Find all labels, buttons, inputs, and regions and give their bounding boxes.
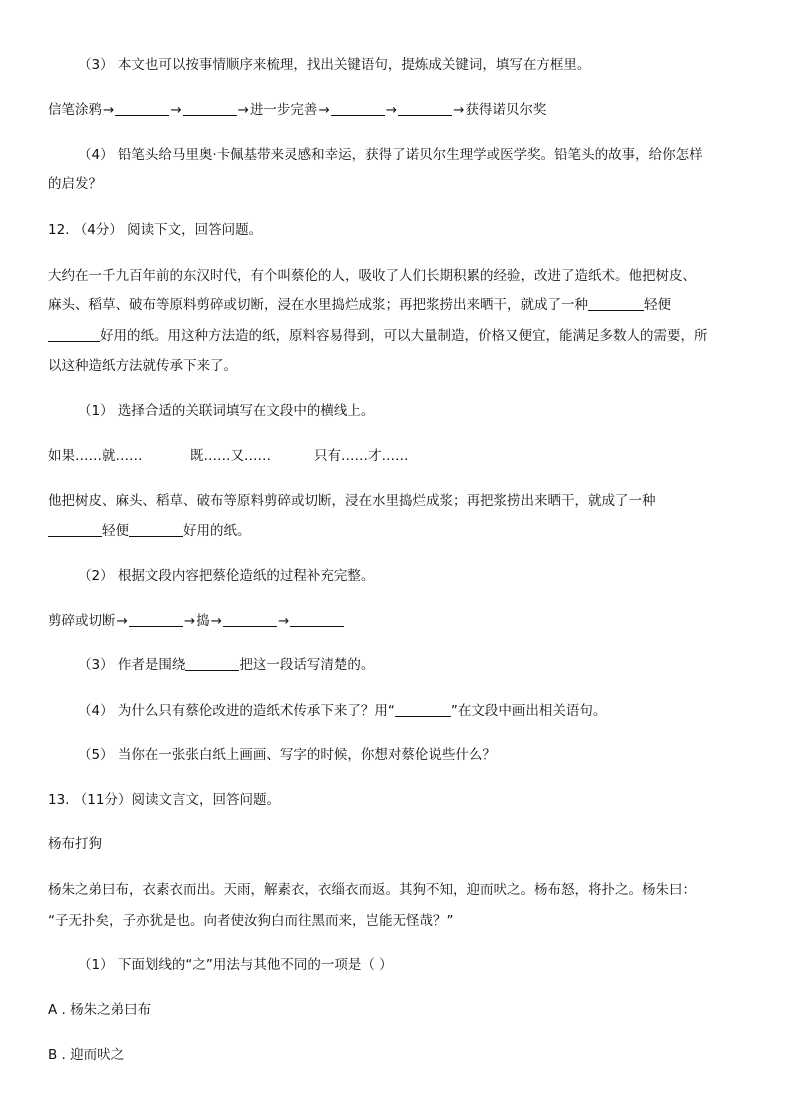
answer-blank[interactable] [129, 612, 183, 627]
answer-blank[interactable] [129, 522, 183, 537]
q13-option-b[interactable]: B . 迎而吠之 [48, 1047, 125, 1063]
arrow-icon: → [277, 613, 290, 629]
arrow-icon: → [210, 613, 222, 629]
q11-subquestion-3: （3） 本文也可以按事情顺序来梳理，找出关键语句，提炼成关键词，填写在方框里。 [78, 57, 591, 73]
q13-subquestion-1: （1） 下面划线的“之”用法与其他不同的一项是（ ） [78, 957, 393, 973]
q12-passage-line-1: 大约在一千九百年前的东汉时代，有个叫蔡伦的人，吸收了人们长期积累的经验，改进了造纸术。他把树皮、 [48, 268, 696, 284]
answer-blank[interactable] [223, 612, 277, 627]
arrow-icon: → [103, 102, 115, 118]
q12-passage-line-2 [48, 295, 750, 315]
passage-text: 好用的纸。用这种方法造的纸，原料容易得到，可以大量制造，价格又便宜，能满足多数人的需要，所 [100, 328, 708, 344]
q13-title: 杨布打狗 [48, 836, 102, 852]
q12-subquestion-1: （1） 选择合适的关联词填写在文段中的横线上。 [78, 403, 375, 419]
arrow-icon: → [385, 102, 398, 118]
q12-passage-line-3 [48, 326, 750, 346]
option-2: 既……又…… [190, 448, 271, 464]
answer-blank[interactable] [183, 101, 237, 116]
q12-subquestion-2: （2） 根据文段内容把蔡伦造纸的过程补充完整。 [78, 568, 375, 584]
q12-passage-line-4: 以这种造纸方法就传承下来了。 [48, 358, 237, 374]
arrow-icon: → [116, 613, 128, 629]
flow-mid: 捣 [196, 613, 210, 629]
answer-blank[interactable] [331, 101, 385, 116]
answer-blank[interactable] [290, 612, 344, 627]
q12-subquestion-3 [78, 655, 750, 675]
passage-text: 好用的纸。 [183, 523, 251, 539]
q12-heading: 12. （4分） 阅读下文，回答问题。 [48, 222, 263, 238]
answer-blank[interactable] [395, 702, 451, 717]
q12-s1-line-1: 他把树皮、麻头、稻草、破布等原料剪碎或切断，浸在水里捣烂成浆；再把浆捞出来晒干，就成了一种 [48, 493, 656, 509]
flow-mid: 进一步完善 [249, 102, 318, 118]
answer-blank[interactable] [115, 101, 169, 116]
answer-blank[interactable] [398, 101, 452, 116]
q12-subquestion-4 [78, 701, 750, 721]
q12-options [48, 446, 750, 466]
passage-text: 轻便 [644, 297, 671, 313]
arrow-icon: → [453, 102, 465, 118]
flow-end: 获得诺贝尔奖 [465, 102, 547, 118]
question-text: （3） 作者是围绕 [78, 657, 186, 673]
answer-blank[interactable] [588, 296, 644, 311]
question-text: （4） 为什么只有蔡伦改进的造纸术传承下来了？用“ [78, 703, 395, 719]
answer-blank[interactable] [48, 522, 102, 537]
q11-flow-chain [48, 100, 750, 120]
option-3: 只有……才…… [314, 448, 409, 464]
passage-text: 麻头、稻草、破布等原料剪碎或切断，浸在水里捣烂成浆；再把浆捞出来晒干，就成了一种 [48, 297, 588, 313]
q12-subquestion-5: （5） 当你在一张张白纸上画画、写字的时候，你想对蔡伦说些什么？ [78, 747, 496, 763]
q11-subquestion-4: （4） 铅笔头给马里奥·卡佩基带来灵感和幸运，获得了诺贝尔生理学或医学奖。铅笔头的故事，给你怎样 [78, 147, 703, 163]
arrow-icon: → [237, 102, 249, 118]
answer-blank[interactable] [185, 656, 239, 671]
q13-text-line-2: “子无扑矣，子亦犹是也。向者使汝狗白而往黑而来，岂能无怪哉？” [48, 913, 454, 929]
arrow-icon: → [183, 613, 196, 629]
q13-option-a[interactable]: A . 杨朱之弟曰布 [48, 1002, 152, 1018]
option-1: 如果……就…… [48, 448, 143, 464]
flow-start: 剪碎或切断 [48, 613, 116, 629]
question-text: 把这一段话写清楚的。 [239, 657, 375, 673]
q12-process-chain [48, 611, 750, 631]
question-text: ”在文段中画出相关语句。 [450, 703, 607, 719]
q13-heading: 13. （11分）阅读文言文，回答问题。 [48, 792, 280, 808]
answer-blank[interactable] [48, 327, 100, 342]
q12-s1-line-2 [48, 521, 750, 541]
arrow-icon: → [318, 102, 330, 118]
passage-text: 轻便 [102, 523, 129, 539]
flow-start: 信笔涂鸦 [48, 102, 102, 118]
arrow-icon: → [170, 102, 182, 118]
q13-text-line-1: 杨朱之弟曰布，衣素衣而出。天雨，解素衣，衣缁衣而返。其狗不知，迎而吠之。杨布怒，将扑之。杨朱曰： [48, 882, 696, 898]
q11-subquestion-4-cont: 的启发？ [48, 176, 102, 192]
